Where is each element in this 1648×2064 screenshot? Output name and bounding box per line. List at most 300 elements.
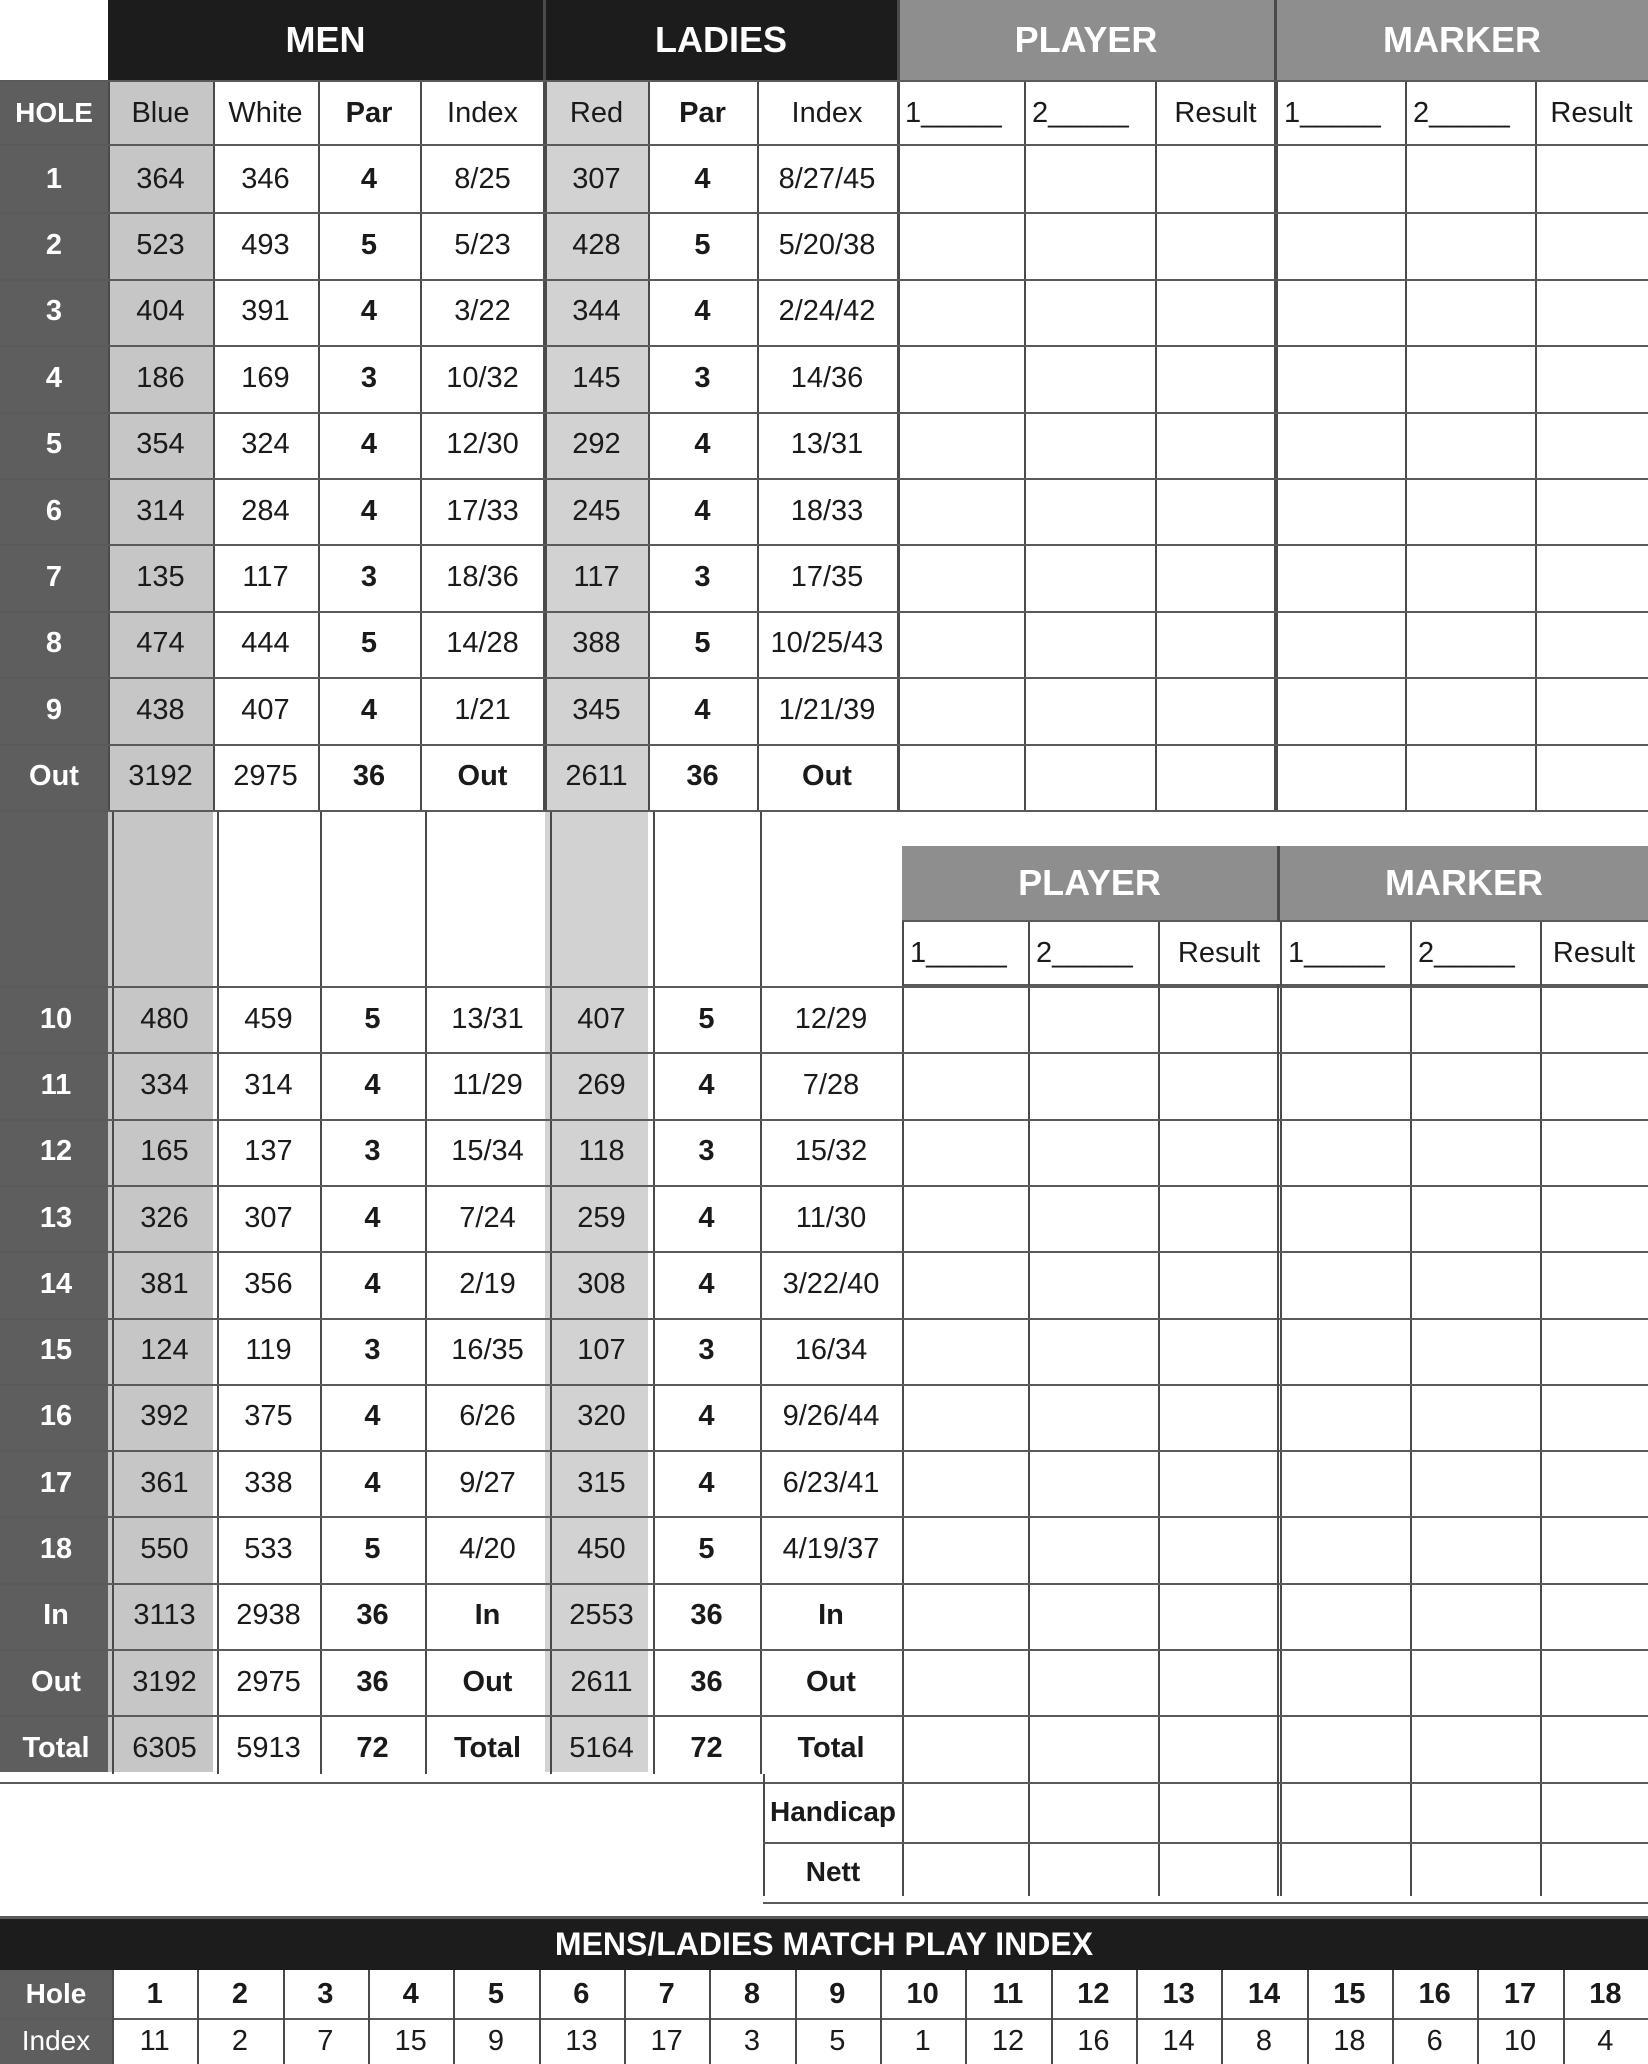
score-cell-back-9-9[interactable]: [1028, 1516, 1158, 1582]
front-row-9-col-3: 4: [360, 693, 378, 726]
score-cell-front-9-8[interactable]: [897, 677, 1024, 743]
back-row-11-col-5: 2611: [570, 1665, 633, 1698]
score-cell-front-9-12[interactable]: [1405, 677, 1535, 743]
score-cell-front-7-11[interactable]: [1276, 544, 1405, 610]
front-row-4-col-7: 14/36: [790, 361, 864, 394]
score-cell-extra-2-8[interactable]: [902, 1842, 1028, 1902]
score-cell-back-3-13[interactable]: [1540, 1119, 1648, 1185]
score-cell-back-10-11[interactable]: [1280, 1583, 1410, 1649]
back-row-12-col-0: Total: [22, 1731, 90, 1764]
score-cell-back-9-10[interactable]: [1158, 1516, 1280, 1582]
back-row-11-col-0: Out: [31, 1665, 81, 1698]
score-cell-front-1-9[interactable]: [1024, 146, 1155, 212]
match-index-8: 3: [743, 2024, 761, 2057]
match-index-18: 4: [1597, 2024, 1614, 2057]
back-row-10-col-2: 2938: [236, 1599, 301, 1632]
score-cell-back-3-11[interactable]: [1280, 1119, 1410, 1185]
back-row-12-col-2: 5913: [236, 1731, 301, 1764]
score-cell-back-11-13[interactable]: [1540, 1649, 1648, 1715]
score-cell-front-3-10[interactable]: [1155, 279, 1276, 345]
score-cell-front-9-11[interactable]: [1276, 677, 1405, 743]
back-row-3-col-0: 12: [39, 1135, 73, 1168]
front-row-10-col-3: 36: [352, 760, 386, 793]
back-row-2-col-4: 11/29: [452, 1068, 523, 1101]
front-row-8-col-0: 8: [45, 627, 63, 660]
column-header-par2: Par: [679, 96, 726, 129]
score-cell-back-9-8[interactable]: [902, 1516, 1028, 1582]
score-cell-back-10-8[interactable]: [902, 1583, 1028, 1649]
match-hole-5: 5: [487, 1977, 505, 2010]
score-cell-front-6-11[interactable]: [1276, 478, 1405, 544]
column-header-back-mresult: Result: [1552, 936, 1636, 969]
back-row-1-col-4: 13/31: [451, 1002, 524, 1035]
front-row-1-col-2: 346: [241, 162, 290, 195]
front-row-8-col-5: 388: [572, 627, 621, 660]
score-cell-front-8-11[interactable]: [1276, 611, 1405, 677]
match-index-4: 15: [394, 2024, 427, 2057]
score-cell-front-7-8[interactable]: [897, 544, 1024, 610]
extra-row-handicap-label: Handicap: [769, 1795, 897, 1827]
front-row-2-col-3: 5: [360, 229, 378, 262]
back-row-7-col-1: 392: [140, 1400, 189, 1433]
score-cell-front-1-12[interactable]: [1405, 146, 1535, 212]
score-cell-back-8-10[interactable]: [1158, 1450, 1280, 1516]
back-row-1-col-7: 12/29: [794, 1002, 868, 1035]
front-row-4-col-4: 10/32: [446, 361, 519, 394]
match-index-11: 12: [991, 2024, 1025, 2057]
score-cell-back-8-13[interactable]: [1540, 1450, 1648, 1516]
score-cell-extra-2-10[interactable]: [1158, 1842, 1280, 1902]
back-row-6-col-3: 3: [364, 1334, 381, 1367]
score-cell-back-10-12[interactable]: [1410, 1583, 1540, 1649]
back-row-2-col-6: 4: [698, 1068, 715, 1101]
score-cell-front-6-13[interactable]: [1535, 478, 1648, 544]
match-index-6: 13: [565, 2024, 598, 2057]
back-row-5-col-0: 14: [39, 1267, 73, 1300]
score-cell-back-11-12[interactable]: [1410, 1649, 1540, 1715]
score-cell-back-7-9[interactable]: [1028, 1384, 1158, 1450]
score-cell-front-8-9[interactable]: [1024, 611, 1155, 677]
score-cell-front-1-13[interactable]: [1535, 146, 1648, 212]
back-row-12-col-6: 72: [690, 1731, 723, 1764]
score-cell-extra-2-12[interactable]: [1410, 1842, 1540, 1902]
back-row-4-col-5: 259: [577, 1201, 626, 1234]
match-index-15: 18: [1333, 2024, 1366, 2057]
back-row-11-col-2: 2975: [236, 1665, 301, 1698]
score-cell-back-10-9[interactable]: [1028, 1583, 1158, 1649]
score-cell-front-6-9[interactable]: [1024, 478, 1155, 544]
score-cell-back-1-11[interactable]: [1280, 986, 1410, 1052]
match-hole-3: 3: [317, 1977, 334, 2010]
score-cell-front-3-12[interactable]: [1405, 279, 1535, 345]
score-cell-back-12-11[interactable]: [1280, 1715, 1410, 1781]
score-cell-front-2-12[interactable]: [1405, 212, 1535, 278]
front-row-5-col-5: 292: [572, 428, 621, 461]
front-row-7-col-0: 7: [45, 561, 63, 594]
back-row-7-col-6: 4: [698, 1400, 715, 1433]
front-row-9-col-6: 4: [694, 693, 711, 726]
score-cell-front-6-10[interactable]: [1155, 478, 1276, 544]
score-cell-front-9-13[interactable]: [1535, 677, 1648, 743]
score-cell-extra-1-8[interactable]: [902, 1782, 1028, 1842]
match-index-10: 1: [914, 2024, 931, 2057]
score-cell-front-4-11[interactable]: [1276, 345, 1405, 411]
score-cell-extra-1-9[interactable]: [1028, 1782, 1158, 1842]
score-cell-back-11-10[interactable]: [1158, 1649, 1280, 1715]
score-cell-back-3-10[interactable]: [1158, 1119, 1280, 1185]
back-row-8-col-0: 17: [39, 1466, 73, 1499]
score-cell-back-6-11[interactable]: [1280, 1318, 1410, 1384]
score-cell-back-2-11[interactable]: [1280, 1052, 1410, 1118]
match-index-9: 5: [829, 2024, 846, 2057]
score-cell-back-2-10[interactable]: [1158, 1052, 1280, 1118]
extra-row-nett-label: Nett: [805, 1855, 861, 1887]
back-row-10-col-0: In: [43, 1599, 69, 1632]
score-cell-back-7-8[interactable]: [902, 1384, 1028, 1450]
back-row-4-col-3: 4: [364, 1201, 381, 1234]
match-hole-6: 6: [573, 1977, 590, 2010]
match-hole-16: 16: [1418, 1977, 1451, 2010]
score-cell-back-10-10[interactable]: [1158, 1583, 1280, 1649]
back-row-3-col-5: 118: [578, 1135, 625, 1168]
score-cell-back-4-11[interactable]: [1280, 1185, 1410, 1251]
front-row-2-col-7: 5/20/38: [778, 229, 876, 262]
back-row-11-col-3: 36: [356, 1665, 389, 1698]
back-row-1-col-1: 480: [140, 1002, 189, 1035]
score-cell-front-10-8[interactable]: [897, 744, 1024, 810]
score-cell-front-3-13[interactable]: [1535, 279, 1648, 345]
score-cell-back-9-12[interactable]: [1410, 1516, 1540, 1582]
score-cell-back-4-8[interactable]: [902, 1185, 1028, 1251]
score-cell-front-4-12[interactable]: [1405, 345, 1535, 411]
back-row-2-col-2: 314: [244, 1068, 293, 1101]
column-header-mresult: Result: [1550, 96, 1633, 129]
score-cell-front-7-13[interactable]: [1535, 544, 1648, 610]
match-hole-18: 18: [1589, 1977, 1622, 2010]
front-row-2-col-0: 2: [45, 229, 63, 262]
back-row-7-col-4: 6/26: [459, 1400, 516, 1433]
back-row-5-col-1: 381: [140, 1267, 189, 1300]
score-cell-front-7-10[interactable]: [1155, 544, 1276, 610]
back-row-6-col-1: 124: [140, 1334, 189, 1367]
back-row-8-col-3: 4: [364, 1466, 381, 1499]
back-row-9-col-3: 5: [364, 1533, 381, 1566]
match-index-17: 10: [1503, 2024, 1537, 2057]
score-cell-extra-1-12[interactable]: [1410, 1782, 1540, 1842]
back-row-10-col-3: 36: [356, 1599, 389, 1632]
front-row-6-col-5: 245: [572, 494, 621, 527]
score-cell-front-10-11[interactable]: [1276, 744, 1405, 810]
back-row-10-col-1: 3113: [133, 1599, 196, 1632]
back-row-1-col-5: 407: [577, 1002, 626, 1035]
score-cell-back-5-8[interactable]: [902, 1251, 1028, 1317]
front-row-3-col-6: 4: [694, 295, 711, 328]
score-cell-extra-2-9[interactable]: [1028, 1842, 1158, 1902]
score-cell-front-10-12[interactable]: [1405, 744, 1535, 810]
score-cell-front-8-12[interactable]: [1405, 611, 1535, 677]
score-cell-back-4-13[interactable]: [1540, 1185, 1648, 1251]
score-cell-back-12-12[interactable]: [1410, 1715, 1540, 1781]
back-row-12-col-5: 5164: [569, 1731, 634, 1764]
score-cell-front-2-13[interactable]: [1535, 212, 1648, 278]
front-row-10-col-0: Out: [29, 760, 79, 793]
front-row-9-col-4: 1/21: [454, 693, 511, 726]
front-row-5-col-6: 4: [694, 428, 711, 461]
ladies-header: LADIES: [654, 19, 787, 60]
score-cell-back-5-10[interactable]: [1158, 1251, 1280, 1317]
score-cell-back-4-12[interactable]: [1410, 1185, 1540, 1251]
score-cell-back-12-8[interactable]: [902, 1715, 1028, 1781]
score-cell-back-6-13[interactable]: [1540, 1318, 1648, 1384]
front-row-6-col-1: 314: [136, 494, 185, 527]
back-row-4-col-4: 7/24: [459, 1201, 516, 1234]
back-row-7-col-7: 9/26/44: [782, 1400, 880, 1433]
front-row-4-col-3: 3: [360, 361, 378, 394]
back-row-1-col-3: 5: [364, 1002, 381, 1035]
score-cell-front-2-11[interactable]: [1276, 212, 1405, 278]
score-cell-front-3-11[interactable]: [1276, 279, 1405, 345]
score-cell-back-9-11[interactable]: [1280, 1516, 1410, 1582]
score-cell-back-6-9[interactable]: [1028, 1318, 1158, 1384]
score-cell-back-11-9[interactable]: [1028, 1649, 1158, 1715]
score-cell-back-2-13[interactable]: [1540, 1052, 1648, 1118]
match-index-13: 14: [1162, 2024, 1195, 2057]
score-cell-back-12-13[interactable]: [1540, 1715, 1648, 1781]
front-row-9-col-0: 9: [45, 693, 63, 726]
score-cell-back-11-8[interactable]: [902, 1649, 1028, 1715]
score-cell-front-2-8[interactable]: [897, 212, 1024, 278]
score-cell-front-4-8[interactable]: [897, 345, 1024, 411]
score-cell-front-5-12[interactable]: [1405, 412, 1535, 478]
front-row-3-col-4: 3/22: [454, 295, 511, 328]
front-row-6-col-0: 6: [45, 494, 63, 527]
score-cell-back-7-10[interactable]: [1158, 1384, 1280, 1450]
score-cell-front-1-11[interactable]: [1276, 146, 1405, 212]
back-row-12-col-7: Total: [797, 1731, 865, 1764]
score-cell-front-4-9[interactable]: [1024, 345, 1155, 411]
score-cell-front-10-13[interactable]: [1535, 744, 1648, 810]
marker-header-back: MARKER: [1385, 862, 1543, 903]
score-cell-back-2-12[interactable]: [1410, 1052, 1540, 1118]
back-row-9-col-6: 5: [698, 1533, 715, 1566]
back-row-11-col-6: 36: [690, 1665, 723, 1698]
score-cell-front-10-10[interactable]: [1155, 744, 1276, 810]
front-row-7-col-6: 3: [694, 561, 711, 594]
back-row-3-col-2: 137: [244, 1135, 293, 1168]
back-row-8-col-7: 6/23/41: [782, 1466, 880, 1499]
front-row-1-col-7: 8/27/45: [778, 162, 876, 195]
player-header-back: PLAYER: [1018, 862, 1161, 903]
score-cell-extra-1-11[interactable]: [1280, 1782, 1410, 1842]
score-cell-back-6-12[interactable]: [1410, 1318, 1540, 1384]
back-row-2-col-3: 4: [364, 1068, 381, 1101]
back-row-9-col-1: 550: [140, 1533, 189, 1566]
score-cell-front-1-8[interactable]: [897, 146, 1024, 212]
score-cell-front-9-10[interactable]: [1155, 677, 1276, 743]
column-header-back-p2: 2_____: [1036, 936, 1133, 969]
score-cell-front-3-9[interactable]: [1024, 279, 1155, 345]
front-row-6-col-6: 4: [694, 494, 711, 527]
back-row-10-col-7: In: [818, 1599, 844, 1632]
back-row-11-col-1: 3192: [132, 1665, 197, 1698]
back-row-6-col-5: 107: [577, 1334, 626, 1367]
back-row-5-col-5: 308: [577, 1267, 626, 1300]
score-cell-back-5-9[interactable]: [1028, 1251, 1158, 1317]
score-cell-extra-2-11[interactable]: [1280, 1842, 1410, 1902]
score-cell-back-5-13[interactable]: [1540, 1251, 1648, 1317]
back-row-11-col-7: Out: [806, 1665, 856, 1698]
front-row-1-col-0: 1: [45, 162, 63, 195]
front-row-5-col-3: 4: [360, 428, 378, 461]
back-row-3-col-1: 165: [140, 1135, 189, 1168]
back-row-5-col-6: 4: [698, 1267, 715, 1300]
column-header-back-presult: Result: [1177, 936, 1261, 969]
score-cell-front-9-9[interactable]: [1024, 677, 1155, 743]
score-cell-back-9-13[interactable]: [1540, 1516, 1648, 1582]
score-cell-front-5-11[interactable]: [1276, 412, 1405, 478]
column-header-p1: 1_____: [905, 96, 1002, 129]
front-row-1-col-6: 4: [694, 162, 711, 195]
score-cell-back-3-9[interactable]: [1028, 1119, 1158, 1185]
front-row-3-col-7: 2/24/42: [778, 295, 876, 328]
score-cell-front-7-12[interactable]: [1405, 544, 1535, 610]
score-cell-front-1-10[interactable]: [1155, 146, 1276, 212]
score-cell-back-6-10[interactable]: [1158, 1318, 1280, 1384]
score-cell-back-6-8[interactable]: [902, 1318, 1028, 1384]
score-cell-back-1-8[interactable]: [902, 986, 1028, 1052]
score-cell-back-3-8[interactable]: [902, 1119, 1028, 1185]
front-row-8-col-3: 5: [360, 627, 378, 660]
score-cell-extra-1-10[interactable]: [1158, 1782, 1280, 1842]
score-cell-back-5-12[interactable]: [1410, 1251, 1540, 1317]
score-cell-back-2-9[interactable]: [1028, 1052, 1158, 1118]
men-header: MEN: [285, 19, 366, 60]
score-cell-front-2-10[interactable]: [1155, 212, 1276, 278]
front-row-7-col-1: 135: [136, 561, 185, 594]
front-row-9-col-2: 407: [241, 693, 290, 726]
score-cell-front-6-12[interactable]: [1405, 478, 1535, 544]
score-cell-back-7-13[interactable]: [1540, 1384, 1648, 1450]
front-row-6-col-3: 4: [360, 494, 378, 527]
front-row-5-col-0: 5: [45, 428, 63, 461]
score-cell-back-8-12[interactable]: [1410, 1450, 1540, 1516]
front-row-1-col-3: 4: [360, 162, 378, 195]
match-hole-1: 1: [146, 1977, 163, 2010]
match-hole-10: 10: [906, 1977, 939, 2010]
score-cell-front-3-8[interactable]: [897, 279, 1024, 345]
score-cell-front-8-13[interactable]: [1535, 611, 1648, 677]
front-row-10-col-4: Out: [457, 760, 508, 793]
score-cell-extra-1-13[interactable]: [1540, 1782, 1648, 1842]
score-cell-front-5-8[interactable]: [897, 412, 1024, 478]
back-row-4-col-2: 307: [244, 1201, 293, 1234]
match-hole-4: 4: [402, 1977, 419, 2010]
match-index-14: 8: [1255, 2024, 1273, 2057]
match-play-title: MENS/LADIES MATCH PLAY INDEX: [554, 1925, 1094, 1962]
back-row-5-col-7: 3/22/40: [782, 1267, 880, 1300]
score-cell-back-3-12[interactable]: [1410, 1119, 1540, 1185]
front-row-3-col-3: 4: [360, 295, 378, 328]
score-cell-front-2-9[interactable]: [1024, 212, 1155, 278]
score-cell-front-10-9[interactable]: [1024, 744, 1155, 810]
score-cell-back-10-13[interactable]: [1540, 1583, 1648, 1649]
front-row-4-col-6: 3: [694, 361, 711, 394]
front-row-2-col-6: 5: [694, 229, 711, 262]
score-cell-back-1-9[interactable]: [1028, 986, 1158, 1052]
match-hole-13: 13: [1162, 1977, 1195, 2010]
score-cell-front-7-9[interactable]: [1024, 544, 1155, 610]
score-cell-back-5-11[interactable]: [1280, 1251, 1410, 1317]
score-cell-front-6-8[interactable]: [897, 478, 1024, 544]
back-row-6-col-2: 119: [245, 1334, 292, 1367]
back-row-8-col-4: 9/27: [459, 1466, 516, 1499]
score-cell-front-8-8[interactable]: [897, 611, 1024, 677]
score-cell-front-4-13[interactable]: [1535, 345, 1648, 411]
back-row-7-col-3: 4: [364, 1400, 381, 1433]
front-row-4-col-0: 4: [45, 361, 63, 394]
front-row-7-col-3: 3: [360, 561, 378, 594]
back-row-9-col-7: 4/19/37: [782, 1533, 880, 1566]
back-row-10-col-6: 36: [690, 1599, 723, 1632]
back-row-12-col-4: Total: [453, 1731, 522, 1764]
front-row-9-col-7: 1/21/39: [778, 693, 876, 726]
score-cell-back-8-8[interactable]: [902, 1450, 1028, 1516]
column-header-white: White: [228, 96, 303, 129]
back-row-6-col-6: 3: [698, 1334, 715, 1367]
back-row-2-col-7: 7/28: [802, 1068, 860, 1101]
score-cell-back-12-10[interactable]: [1158, 1715, 1280, 1781]
score-cell-front-8-10[interactable]: [1155, 611, 1276, 677]
score-cell-back-12-9[interactable]: [1028, 1715, 1158, 1781]
score-cell-back-1-13[interactable]: [1540, 986, 1648, 1052]
score-cell-back-7-11[interactable]: [1280, 1384, 1410, 1450]
back-row-9-col-0: 18: [39, 1533, 73, 1566]
front-row-7-col-5: 117: [573, 561, 620, 594]
score-cell-back-1-10[interactable]: [1158, 986, 1280, 1052]
front-row-5-col-7: 13/31: [790, 428, 864, 461]
marker-header: MARKER: [1383, 19, 1541, 60]
score-cell-back-11-11[interactable]: [1280, 1649, 1410, 1715]
score-cell-back-4-9[interactable]: [1028, 1185, 1158, 1251]
match-hole-12: 12: [1077, 1977, 1110, 2010]
back-row-4-col-7: 11/30: [795, 1201, 867, 1234]
score-cell-front-5-10[interactable]: [1155, 412, 1276, 478]
score-cell-extra-2-13[interactable]: [1540, 1842, 1648, 1902]
match-hole-17: 17: [1503, 1977, 1537, 2010]
match-index-1: 11: [139, 2024, 170, 2057]
front-row-1-col-4: 8/25: [454, 162, 511, 195]
back-row-7-col-0: 16: [39, 1400, 73, 1433]
back-row-2-col-0: 11: [40, 1068, 72, 1101]
match-hole-9: 9: [829, 1977, 846, 2010]
match-hole-11: 11: [992, 1977, 1024, 2010]
score-cell-front-4-10[interactable]: [1155, 345, 1276, 411]
score-cell-back-2-8[interactable]: [902, 1052, 1028, 1118]
score-cell-back-8-9[interactable]: [1028, 1450, 1158, 1516]
score-cell-back-8-11[interactable]: [1280, 1450, 1410, 1516]
score-cell-back-1-12[interactable]: [1410, 986, 1540, 1052]
column-header-back-m2: 2_____: [1418, 936, 1515, 969]
score-cell-back-4-10[interactable]: [1158, 1185, 1280, 1251]
score-cell-front-5-13[interactable]: [1535, 412, 1648, 478]
back-row-8-col-2: 338: [244, 1466, 293, 1499]
score-cell-back-7-12[interactable]: [1410, 1384, 1540, 1450]
front-row-3-col-0: 3: [45, 295, 63, 328]
back-row-9-col-2: 533: [244, 1533, 293, 1566]
column-header-hole: HOLE: [15, 97, 93, 128]
score-cell-front-5-9[interactable]: [1024, 412, 1155, 478]
front-row-5-col-1: 354: [136, 428, 185, 461]
